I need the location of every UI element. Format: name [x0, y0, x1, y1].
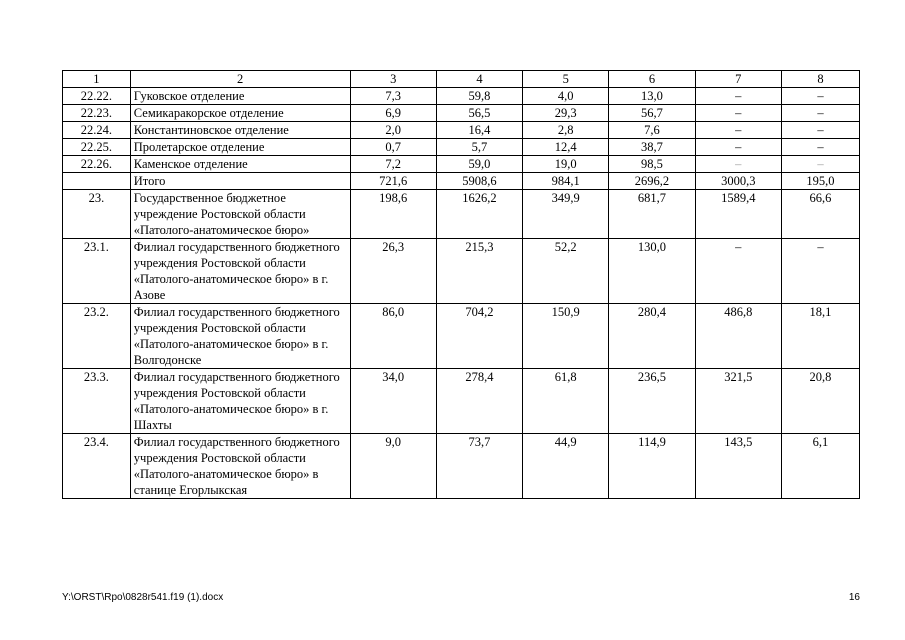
value-cell-5: 29,3: [523, 105, 609, 122]
row-number-cell: [63, 173, 131, 190]
value-cell-6: 13,0: [609, 88, 695, 105]
value-cell-5: 984,1: [523, 173, 609, 190]
value-cell-3: 9,0: [350, 434, 436, 499]
value-cell-4: 704,2: [436, 304, 522, 369]
value-cell-8: 6,1: [781, 434, 859, 499]
row-number-cell: 22.23.: [63, 105, 131, 122]
value-cell-7: –: [695, 239, 781, 304]
value-cell-8: 66,6: [781, 190, 859, 239]
table-row: [63, 156, 860, 173]
value-cell-3: 86,0: [350, 304, 436, 369]
value-cell-5: 150,9: [523, 304, 609, 369]
value-cell-4: 73,7: [436, 434, 522, 499]
row-number-cell: 23.2.: [63, 304, 131, 369]
data-table: [62, 70, 860, 499]
value-cell-3: 0,7: [350, 139, 436, 156]
column-header: 3: [350, 71, 436, 88]
value-cell-4: 278,4: [436, 369, 522, 434]
row-name-cell: Константиновское отделение: [130, 122, 350, 139]
table-row: [63, 122, 860, 139]
column-header: 8: [781, 71, 859, 88]
value-cell-7: –: [695, 88, 781, 105]
table-header-row: [63, 71, 860, 88]
row-name-cell: Государственное бюджетное учреждение Ростовской области «Патолого-анатомическое бюро»: [130, 190, 350, 239]
row-name-cell: Каменское отделение: [130, 156, 350, 173]
value-cell-5: 349,9: [523, 190, 609, 239]
row-number-cell: 23.4.: [63, 434, 131, 499]
row-number-cell: 22.26.: [63, 156, 131, 173]
value-cell-3: 34,0: [350, 369, 436, 434]
value-cell-7: 486,8: [695, 304, 781, 369]
row-number-cell: 22.22.: [63, 88, 131, 105]
value-cell-7: 143,5: [695, 434, 781, 499]
value-cell-8: –: [781, 105, 859, 122]
page-number: 16: [848, 592, 860, 603]
value-cell-5: 4,0: [523, 88, 609, 105]
value-cell-4: 16,4: [436, 122, 522, 139]
row-name-cell: Филиал государственного бюджетного учреждения Ростовской области «Патолого-анатомическое бюро» в г. Шахты: [130, 369, 350, 434]
table-row: [63, 434, 860, 499]
column-header: 2: [130, 71, 350, 88]
value-cell-7: –: [695, 139, 781, 156]
value-cell-6: 98,5: [609, 156, 695, 173]
value-cell-5: 52,2: [523, 239, 609, 304]
value-cell-7: 3000,3: [695, 173, 781, 190]
row-name-cell: Гуковское отделение: [130, 88, 350, 105]
value-cell-6: 2696,2: [609, 173, 695, 190]
value-cell-7: –: [695, 122, 781, 139]
value-cell-8: 20,8: [781, 369, 859, 434]
value-cell-5: 61,8: [523, 369, 609, 434]
value-cell-8: –: [781, 122, 859, 139]
row-number-cell: 23.1.: [63, 239, 131, 304]
value-cell-6: 280,4: [609, 304, 695, 369]
value-cell-6: 236,5: [609, 369, 695, 434]
value-cell-7: –: [695, 156, 781, 173]
value-cell-4: 59,8: [436, 88, 522, 105]
table-row: [63, 239, 860, 304]
value-cell-8: 18,1: [781, 304, 859, 369]
footer-file-path: Y:\ORST\Rpo\0828r541.f19 (1).docx: [62, 592, 224, 603]
value-cell-7: 321,5: [695, 369, 781, 434]
value-cell-3: 2,0: [350, 122, 436, 139]
value-cell-3: 198,6: [350, 190, 436, 239]
value-cell-3: 7,3: [350, 88, 436, 105]
value-cell-8: –: [781, 239, 859, 304]
value-cell-4: 56,5: [436, 105, 522, 122]
value-cell-3: 7,2: [350, 156, 436, 173]
value-cell-5: 12,4: [523, 139, 609, 156]
row-name-cell: Семикаракорское отделение: [130, 105, 350, 122]
value-cell-5: 44,9: [523, 434, 609, 499]
value-cell-6: 114,9: [609, 434, 695, 499]
table-row: [63, 190, 860, 239]
value-cell-3: 26,3: [350, 239, 436, 304]
value-cell-7: 1589,4: [695, 190, 781, 239]
table-row: [63, 304, 860, 369]
row-number-cell: 23.3.: [63, 369, 131, 434]
value-cell-7: –: [695, 105, 781, 122]
row-number-cell: 22.25.: [63, 139, 131, 156]
row-number-cell: 22.24.: [63, 122, 131, 139]
value-cell-4: 215,3: [436, 239, 522, 304]
column-header: 1: [63, 71, 131, 88]
value-cell-6: 130,0: [609, 239, 695, 304]
row-name-cell: Филиал государственного бюджетного учреждения Ростовской области «Патолого-анатомическое бюро» в г. Волгодонске: [130, 304, 350, 369]
value-cell-4: 59,0: [436, 156, 522, 173]
column-header: 5: [523, 71, 609, 88]
row-number-cell: 23.: [63, 190, 131, 239]
value-cell-3: 6,9: [350, 105, 436, 122]
row-name-cell: Филиал государственного бюджетного учреждения Ростовской области «Патолого-анатомическое бюро» в г. Азове: [130, 239, 350, 304]
value-cell-4: 1626,2: [436, 190, 522, 239]
value-cell-5: 19,0: [523, 156, 609, 173]
table-row: [63, 173, 860, 190]
value-cell-4: 5,7: [436, 139, 522, 156]
row-name-cell: Филиал государственного бюджетного учреждения Ростовской области «Патолого-анатомическое бюро» в станице Егорлыкская: [130, 434, 350, 499]
table-row: [63, 369, 860, 434]
value-cell-8: –: [781, 156, 859, 173]
value-cell-6: 56,7: [609, 105, 695, 122]
value-cell-5: 2,8: [523, 122, 609, 139]
value-cell-6: 7,6: [609, 122, 695, 139]
value-cell-8: –: [781, 139, 859, 156]
table-row: [63, 88, 860, 105]
table-row: [63, 139, 860, 156]
table-row: [63, 105, 860, 122]
row-name-cell: Итого: [130, 173, 350, 190]
value-cell-8: –: [781, 88, 859, 105]
column-header: 7: [695, 71, 781, 88]
row-name-cell: Пролетарское отделение: [130, 139, 350, 156]
value-cell-6: 38,7: [609, 139, 695, 156]
value-cell-3: 721,6: [350, 173, 436, 190]
value-cell-8: 195,0: [781, 173, 859, 190]
value-cell-4: 5908,6: [436, 173, 522, 190]
column-header: 4: [436, 71, 522, 88]
value-cell-6: 681,7: [609, 190, 695, 239]
column-header: 6: [609, 71, 695, 88]
